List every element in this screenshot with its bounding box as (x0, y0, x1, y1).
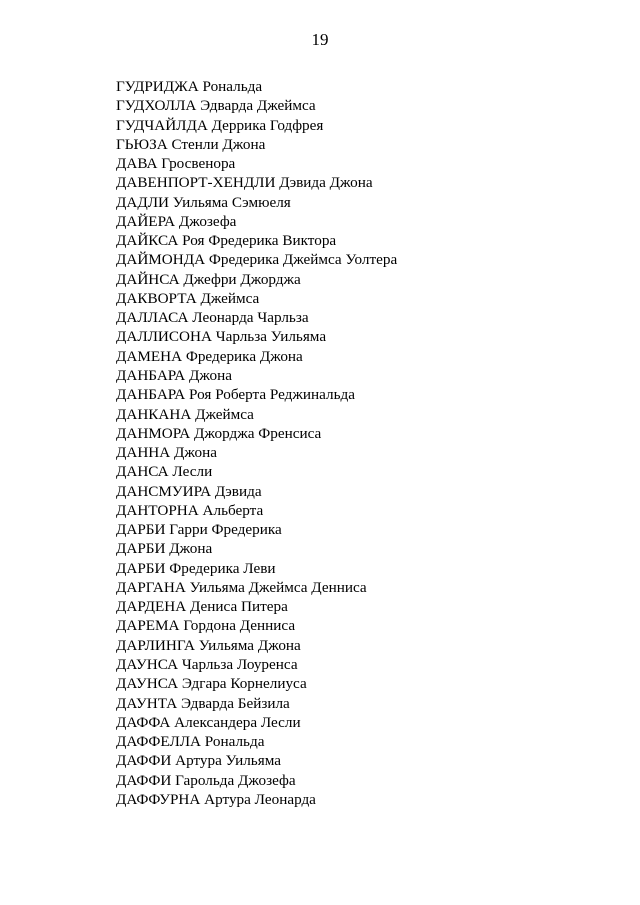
list-item: ДАНСА Лесли (116, 463, 213, 481)
list-item: ДАЙКСА Роя Фредерика Виктора (116, 232, 337, 250)
list-item: ДАВА Гросвенора (116, 155, 236, 173)
list-item: ДАМЕНА Фредерика Джона (116, 347, 303, 365)
list-item: ГЬЮЗА Стенли Джона (116, 135, 266, 153)
list-item: ДАРБИ Гарри Фредерика (116, 521, 282, 539)
list-item: ДАЛЛИСОНА Чарльза Уильяма (116, 328, 327, 346)
list-item: ДАЙЕРА Джозефа (116, 212, 237, 230)
list-item: ДАФФЕЛЛА Рональда (116, 733, 265, 751)
list-item: ДАУНСА Эдгара Корнелиуса (116, 675, 307, 693)
list-item: ДАУНТА Эдварда Бейзила (116, 694, 290, 712)
list-item: ДАЙНСА Джефри Джорджа (116, 270, 301, 288)
list-item: ДАРБИ Джона (116, 540, 213, 558)
list-item: ДАФФА Александера Лесли (116, 713, 301, 731)
page-number: 19 (311, 30, 329, 49)
list-item: ДАРБИ Фредерика Леви (116, 559, 276, 577)
list-item: ДАЙМОНДА Фредерика Джеймса Уолтера (116, 251, 398, 269)
list-item: ДАНБАРА Джона (116, 366, 232, 384)
list-item: ДАКВОРТА Джеймса (116, 289, 260, 307)
name-list (116, 77, 397, 809)
list-item: ДАУНСА Чарльза Лоуренса (116, 655, 298, 673)
list-item: ДАНМОРА Джорджа Френсиса (116, 424, 322, 442)
list-item: ДАФФУРНА Артура Леонарда (116, 790, 316, 808)
list-item: ДАНТОРНА Альберта (116, 501, 264, 519)
list-item: ДАНБАРА Роя Роберта Реджинальда (116, 386, 355, 404)
list-item: ДАФФИ Артура Уильяма (116, 752, 281, 770)
list-item: ДАНСМУИРА Дэвида (116, 482, 262, 500)
list-item: ДАННА Джона (116, 444, 217, 462)
list-item: ДАЛЛАСА Леонарда Чарльза (116, 309, 309, 327)
list-item: ДАРДЕНА Дениса Питера (116, 598, 288, 616)
list-item: ГУДРИДЖА Рональда (116, 78, 263, 95)
list-item: ДАДЛИ Уильяма Сэмюеля (116, 193, 291, 211)
list-item: ДАВЕНПОРТ-ХЕНДЛИ Дэвида Джона (116, 174, 373, 192)
list-item: ДАФФИ Гарольда Джозефа (116, 771, 296, 789)
list-item: ДАРЛИНГА Уильяма Джона (116, 636, 301, 654)
list-item: ДАНКАНА Джеймса (116, 405, 254, 423)
list-item: ДАРГАНА Уильяма Джеймса Денниса (116, 578, 367, 596)
list-item: ГУДЧАЙЛДА Деррика Годфрея (116, 116, 324, 134)
list-item: ГУДХОЛЛА Эдварда Джеймса (116, 97, 316, 115)
list-item: ДАРЕМА Гордона Денниса (116, 617, 296, 635)
